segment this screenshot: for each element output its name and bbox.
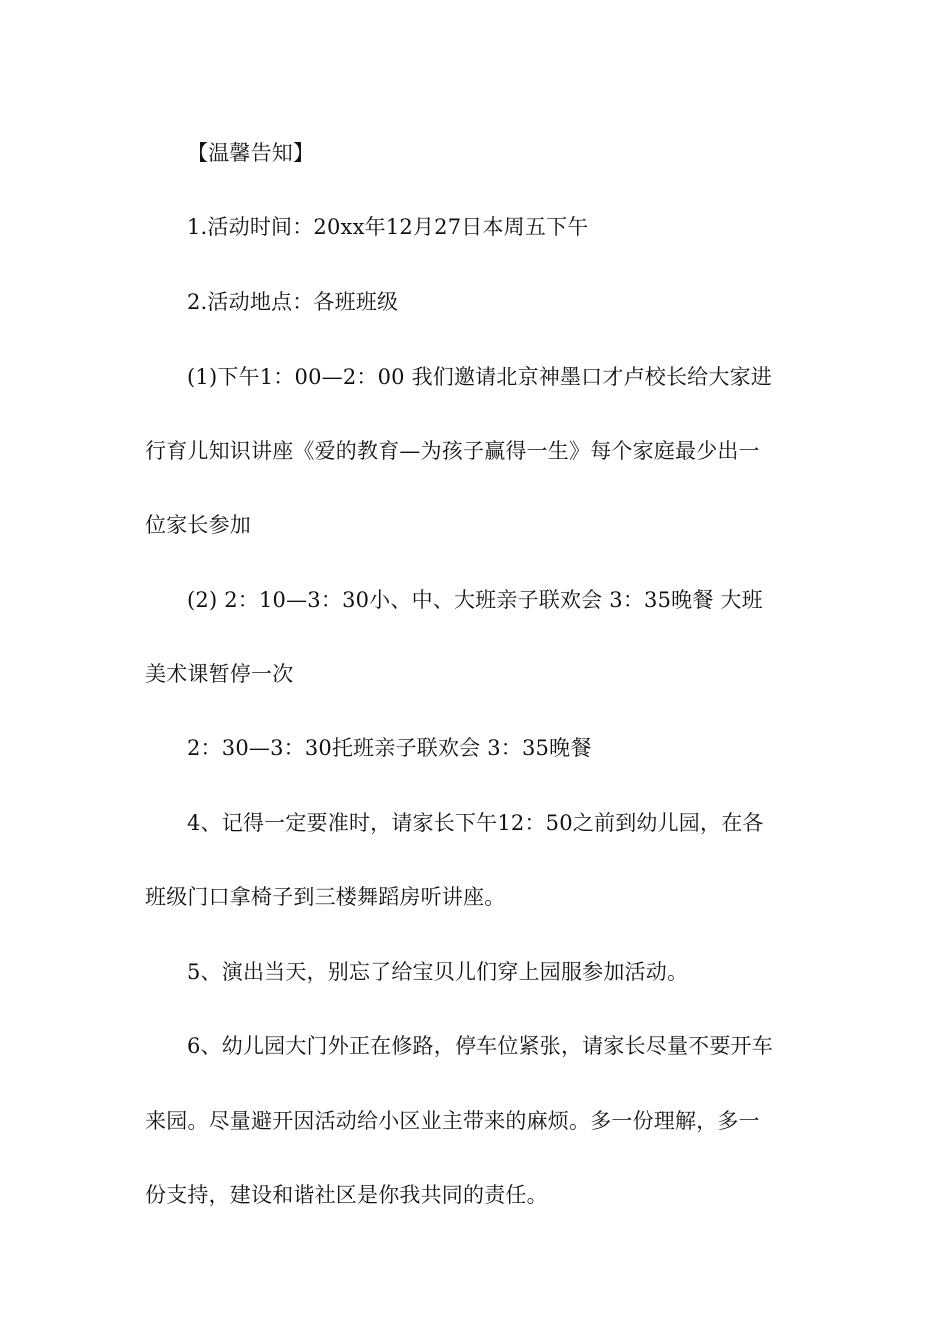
notice-item-6-line-3: 份支持，建设和谐社区是你我共同的责任。 <box>145 1183 548 1207</box>
notice-heading: 【温馨告知】 <box>187 141 315 165</box>
schedule-item-2-line-1: (2) 2：10—3：30小、中、大班亲子联欢会 3：35晚餐 大班 <box>187 588 763 612</box>
activity-time-line: 1.活动时间：20xx年12月27日本周五下午 <box>187 215 589 239</box>
activity-location-line: 2.活动地点：各班班级 <box>187 290 399 314</box>
notice-item-4-line-1: 4、记得一定要准时，请家长下午12：50之前到幼儿园，在各 <box>187 811 764 835</box>
notice-item-6-line-1: 6、幼儿园大门外正在修路，停车位紧张，请家长尽量不要开车 <box>187 1034 773 1058</box>
notice-item-5-line: 5、演出当天，别忘了给宝贝儿们穿上园服参加活动。 <box>187 960 689 984</box>
nursery-class-schedule-line: 2：30—3：30托班亲子联欢会 3：35晚餐 <box>187 736 592 760</box>
schedule-item-1-line-2: 行育儿知识讲座《爱的教育—为孩子赢得一生》每个家庭最少出一 <box>145 439 760 463</box>
schedule-item-1-line-3: 位家长参加 <box>145 513 251 537</box>
schedule-item-2-line-2: 美术课暂停一次 <box>145 662 294 686</box>
schedule-item-1-line-1: (1)下午1：00—2：00 我们邀请北京神墨口才卢校长给大家进 <box>187 365 772 389</box>
notice-item-4-line-2: 班级门口拿椅子到三楼舞蹈房听讲座。 <box>145 885 506 909</box>
notice-item-6-line-2: 来园。尽量避开因活动给小区业主带来的麻烦。多一份理解，多一 <box>145 1109 760 1133</box>
